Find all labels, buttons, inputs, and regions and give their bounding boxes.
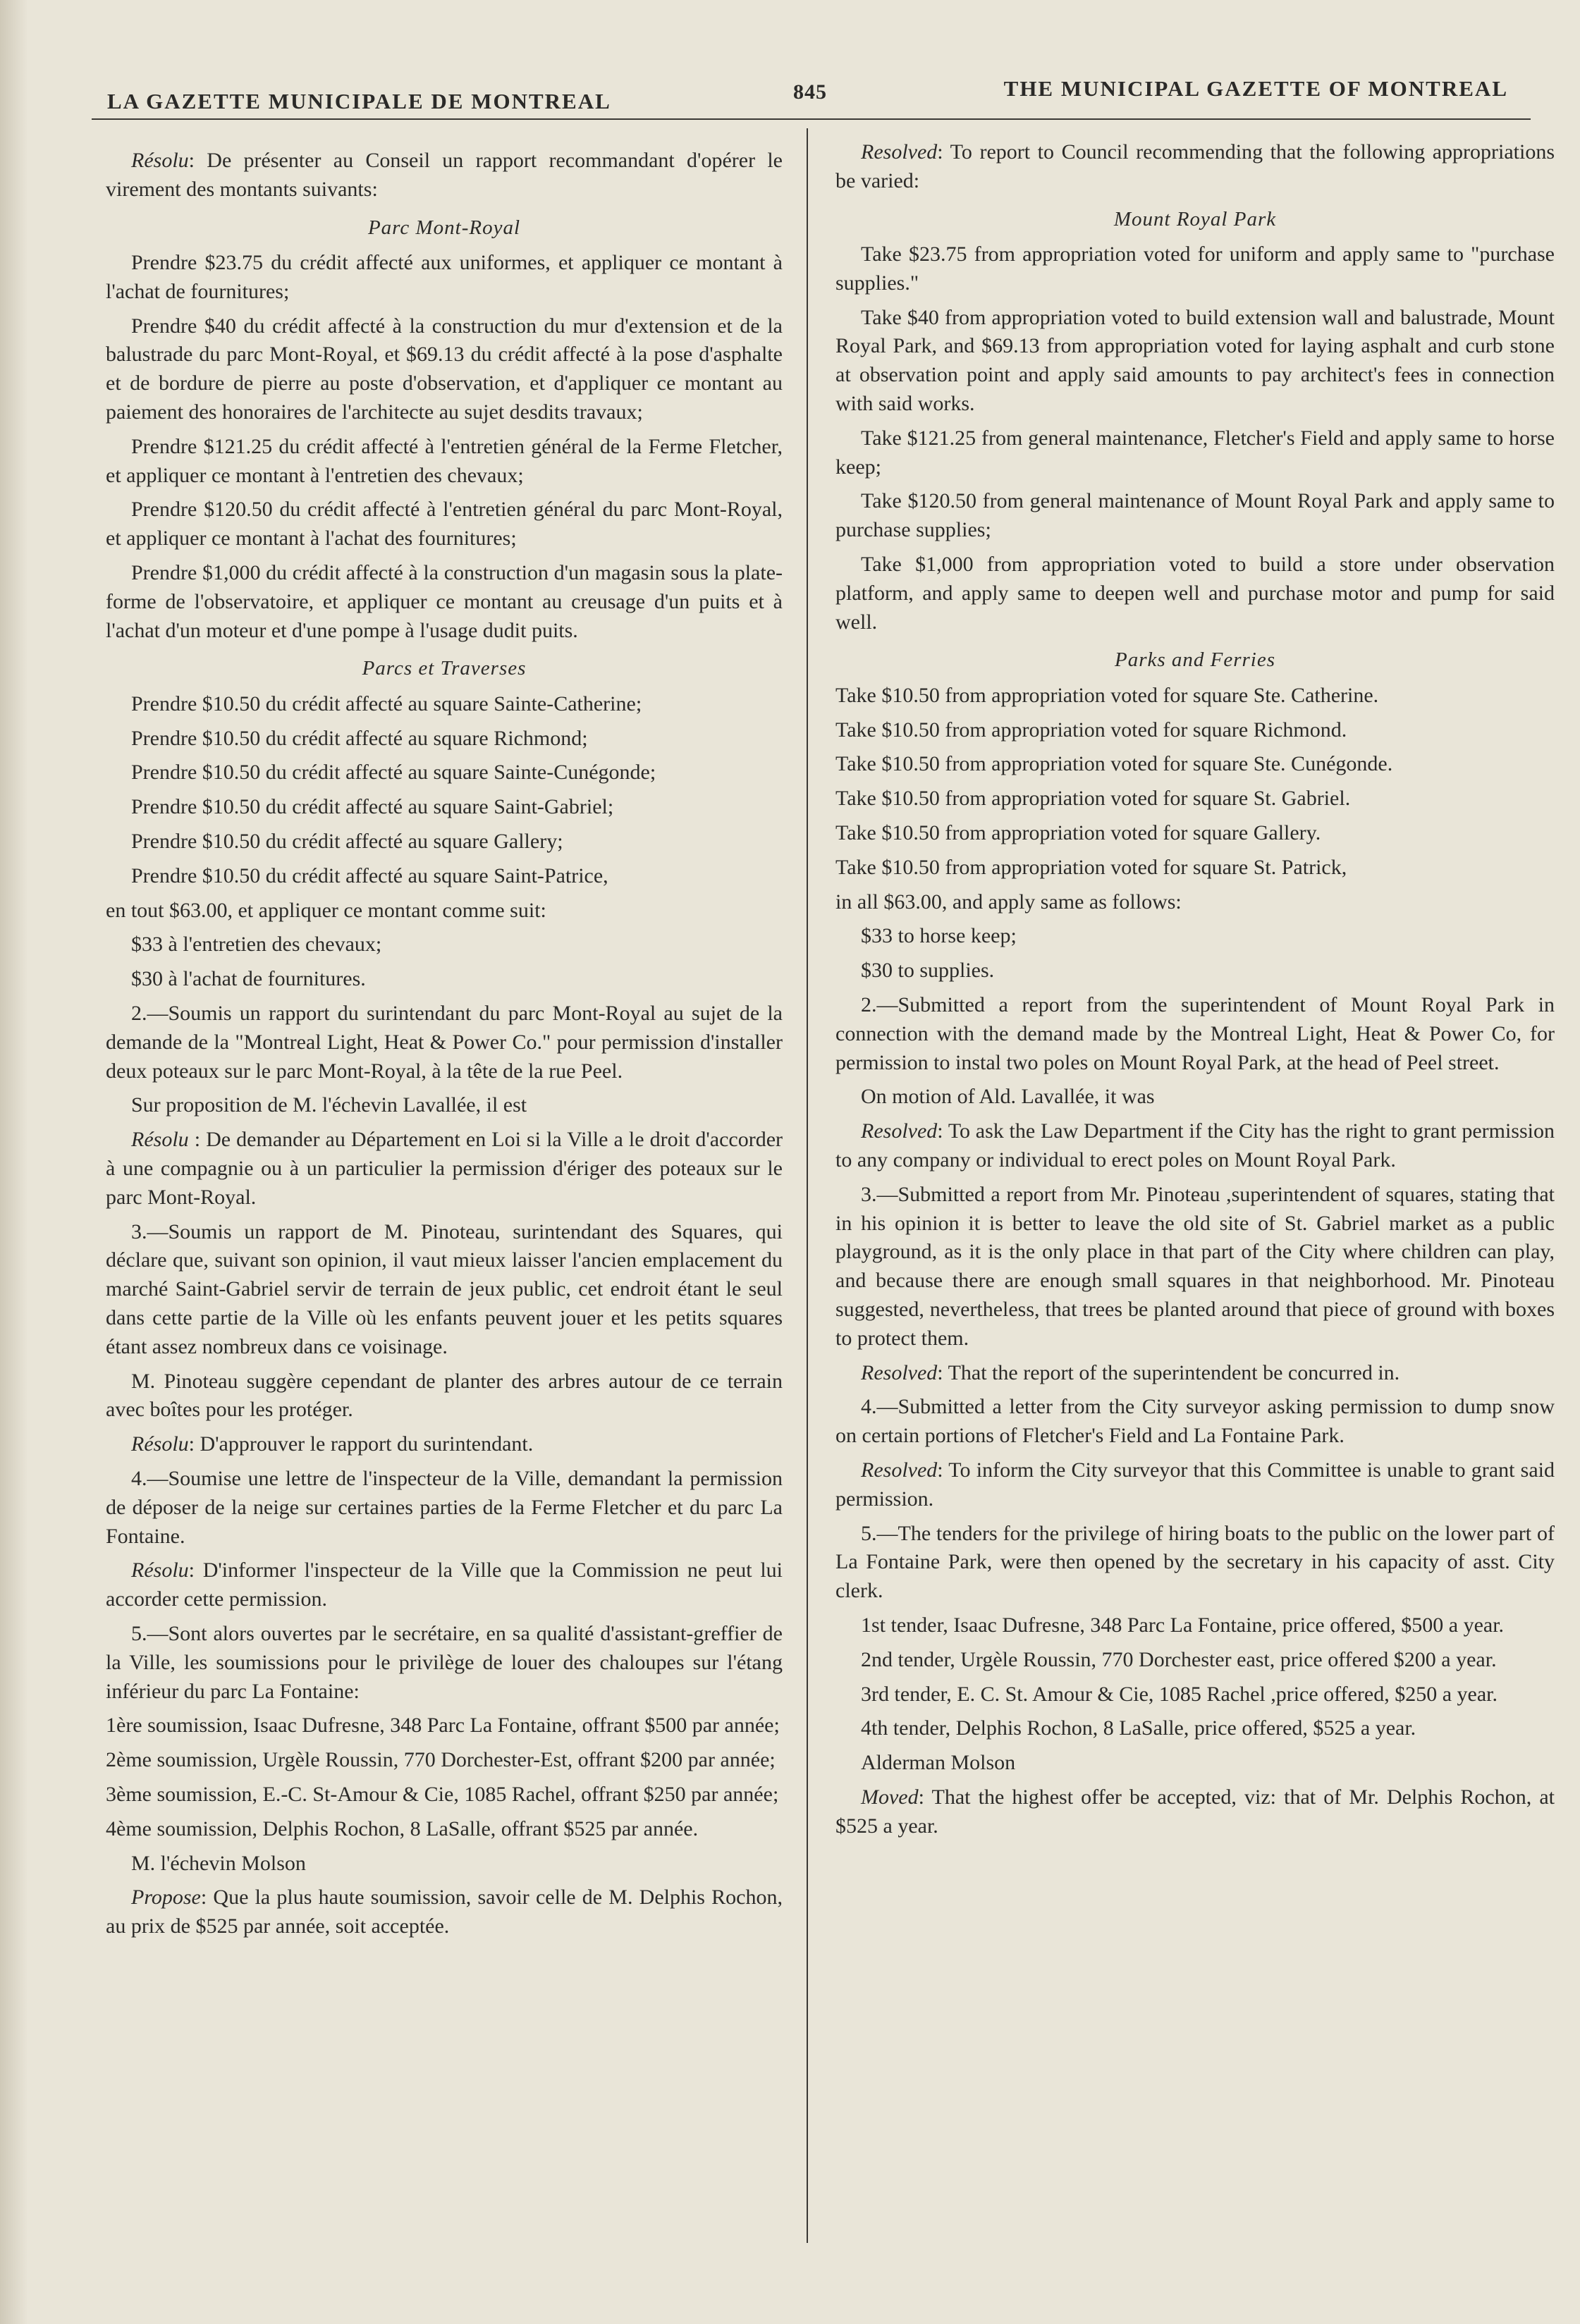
- square-line: Take $10.50 from appropriation voted for square Richmond.: [835, 718, 1347, 742]
- square-line: Take $10.50 from appropriation voted for square Gallery.: [835, 821, 1321, 845]
- square-line: Prendre $10.50 du crédit affecté au square Saint-Patrice,: [131, 863, 608, 887]
- resolution-text: : De présenter au Conseil un rapport recommandant d'opérer le virement des montants suivants:: [106, 149, 783, 201]
- resolution-label: Resolved: [861, 1119, 938, 1143]
- moved-label: Moved: [861, 1785, 919, 1809]
- paragraph: Prendre $120.50 du crédit affecté à l'entretien général du parc Mont-Royal, et appliquer ce montant à l'achat des fournitures;: [106, 498, 783, 551]
- tender-line: 1ère soumission, Isaac Dufresne, 348 Parc La Fontaine, offrant $500 par année;: [106, 1714, 780, 1738]
- tender-line: 2ème soumission, Urgèle Roussin, 770 Dorchester-Est, offrant $200 par année;: [106, 1748, 776, 1772]
- intro-resolution: [106, 147, 783, 204]
- resolution-text: : That the report of the superintendent be concurred in.: [937, 1360, 1400, 1384]
- paragraph: Take $40 from appropriation voted to build extension wall and balustrade, Mount Royal Park, and $69.13 from appropriation voted for laying asphalt and curb stone at observation point and apply said amounts to pay architect's fees in connection with said works.: [835, 305, 1555, 416]
- section-title-parks: Parks and Ferries: [1114, 648, 1276, 672]
- page-number: 845: [793, 80, 827, 104]
- allocation-line: $30 to supplies.: [861, 959, 995, 983]
- square-line: Prendre $10.50 du crédit affecté au square Sainte-Catherine;: [131, 691, 642, 715]
- paragraph: Prendre $121.25 du crédit affecté à l'entretien général de la Ferme Fletcher, et appliquer ce montant à l'entretien des chevaux;: [106, 434, 783, 487]
- resolution-text: : To report to Council recommending that the following appropriations be varied:: [835, 140, 1555, 192]
- paragraph: Prendre $40 du crédit affecté à la construction du mur d'extension et de la balustrade du parc Mont-Royal, et $69.13 du crédit affecté à la pose d'asphalte et de bordure de pierre au poste d'observation, et d'appliquer ce montant au paiement des honoraires de l'architecte au sujet desdits travaux;: [106, 314, 783, 424]
- square-line: Prendre $10.50 du crédit affecté au square Sainte-Cunégonde;: [131, 761, 656, 785]
- item-3-suggestion: M. Pinoteau suggère cependant de planter des arbres autour de ce terrain avec boîtes pour les protéger.: [106, 1369, 783, 1422]
- resolution-3: [106, 1430, 783, 1459]
- intro-resolution: [835, 138, 1555, 196]
- item-2: 2.—Soumis un rapport du surintendant du parc Mont-Royal au sujet de la demande de la "Montreal Light, Heat & Power Co." pour permission d'installer deux poteaux sur le parc Mont-Royal, à la tête de la rue Peel.: [106, 1002, 783, 1083]
- tender-line: 1st tender, Isaac Dufresne, 348 Parc La Fontaine, price offered, $500 a year.: [861, 1613, 1505, 1637]
- paragraph: Take $120.50 from general maintenance of Mount Royal Park and apply same to purchase supplies;: [835, 489, 1555, 542]
- square-line: Take $10.50 from appropriation voted for square Ste. Catherine.: [835, 683, 1379, 707]
- total-line: in all $63.00, and apply same as follows:: [835, 890, 1182, 914]
- section-title-mount-royal: Mount Royal Park: [1113, 207, 1277, 230]
- square-line: Prendre $10.50 du crédit affecté au square Saint-Gabriel;: [131, 795, 614, 819]
- resolution-label: Resolved: [861, 140, 938, 164]
- paragraph: Prendre $23.75 du crédit affecté aux uniformes, et appliquer ce montant à l'achat de fournitures;: [106, 251, 783, 303]
- tender-line: 2nd tender, Urgèle Roussin, 770 Dorchester east, price offered $200 a year.: [861, 1647, 1497, 1671]
- motion-line: On motion of Ald. Lavallée, it was: [861, 1085, 1155, 1109]
- resolution-text: : To ask the Law Department if the City has the right to grant permission to any company or individual to erect poles on Mount Royal Park.: [835, 1119, 1555, 1172]
- page-edge-shadow: [0, 0, 28, 2324]
- resolution-label: Résolu: [131, 1558, 189, 1582]
- proposal-label: Propose: [131, 1886, 201, 1910]
- motion-moved: [835, 1783, 1555, 1841]
- column-divider: [807, 128, 808, 2243]
- resolution-label: Résolu: [131, 149, 189, 172]
- mover-line: Alderman Molson: [861, 1751, 1016, 1775]
- resolution-text: : De demander au Département en Loi si la Ville a le droit d'accorder à une compagnie ou à un particulier la permission d'ériger des poteaux sur le parc Mont-Royal.: [106, 1128, 783, 1209]
- moved-text: : That the highest offer be accepted, viz: that of Mr. Delphis Rochon, at $525 a year.: [835, 1785, 1555, 1838]
- square-line: Take $10.50 from appropriation voted for square St. Gabriel.: [835, 787, 1351, 811]
- paragraph: Take $23.75 from appropriation voted for uniform and apply same to "purchase supplies.": [835, 242, 1555, 295]
- resolution-text: : To inform the City surveyor that this Committee is unable to grant said permission.: [835, 1458, 1555, 1511]
- header-rule: [92, 118, 1531, 120]
- item-4: 4.—Soumise une lettre de l'inspecteur de la Ville, demandant la permission de déposer de la neige sur certaines parties de la Ferme Fletcher et du parc La Fontaine.: [106, 1466, 783, 1548]
- tender-line: 4ème soumission, Delphis Rochon, 8 LaSalle, offrant $525 par année.: [106, 1816, 699, 1840]
- resolution-text: : D'informer l'inspecteur de la Ville que la Commission ne peut lui accorder cette permission.: [106, 1558, 783, 1611]
- paragraph: Prendre $1,000 du crédit affecté à la construction d'un magasin sous la plate-forme de l'observatoire, et appliquer ce montant au creusage d'un puits et à l'achat d'un moteur et d'une pompe à l'usage dudit puits.: [106, 561, 783, 642]
- page-header: [106, 69, 1515, 125]
- item-3: 3.—Soumis un rapport de M. Pinoteau, surintendant des Squares, qui déclare que, suivant son opinion, il vaut mieux laisser l'ancien emplacement du marché Saint-Gabriel servir de terrain de jeux public, cet endroit étant le seul dans cette partie de la Ville où les enfants peuvent jouer et les petits squares étant assez nombreux dans ce voisinage.: [106, 1219, 783, 1358]
- tender-line: 4th tender, Delphis Rochon, 8 LaSalle, price offered, $525 a year.: [861, 1716, 1416, 1740]
- resolution-4: [106, 1556, 783, 1614]
- tender-line: 3ème soumission, E.-C. St-Amour & Cie, 1085 Rachel, offrant $250 par année;: [106, 1782, 779, 1806]
- section-title-mont-royal: Parc Mont-Royal: [367, 216, 521, 239]
- resolution-2: [835, 1117, 1555, 1175]
- total-line: en tout $63.00, et appliquer ce montant comme suit:: [106, 898, 546, 922]
- allocation-line: $30 à l'achat de fournitures.: [131, 967, 366, 991]
- resolution-label: Résolu: [131, 1432, 189, 1456]
- french-column: [106, 147, 783, 1947]
- header-right-title: THE MUNICIPAL GAZETTE OF MONTREAL: [1003, 76, 1508, 101]
- resolution-text: : D'approuver le rapport du surintendant.: [188, 1432, 534, 1456]
- square-line: Take $10.50 from appropriation voted for square Ste. Cunégonde.: [835, 752, 1393, 776]
- resolution-2: [106, 1126, 783, 1212]
- square-line: Prendre $10.50 du crédit affecté au square Gallery;: [131, 830, 563, 854]
- item-4: 4.—Submitted a letter from the City surveyor asking permission to dump snow on certain portions of Fletcher's Field and La Fontaine Park.: [835, 1395, 1555, 1448]
- resolution-4: [835, 1456, 1555, 1514]
- item-2: 2.—Submitted a report from the superintendent of Mount Royal Park in connection with the demand made by the Montreal Light, Heat & Power Co, for permission to instal two poles on Mount Royal Park, at the head of Peel street.: [835, 993, 1555, 1074]
- square-line: Prendre $10.50 du crédit affecté au square Richmond;: [131, 726, 588, 750]
- allocation-line: $33 à l'entretien des chevaux;: [131, 933, 382, 957]
- mover-line: M. l'échevin Molson: [131, 1851, 306, 1875]
- square-line: Take $10.50 from appropriation voted for square St. Patrick,: [835, 855, 1347, 879]
- resolution-label: Resolved: [861, 1360, 938, 1384]
- item-5: 5.—Sont alors ouvertes par le secrétaire, en sa qualité d'assistant-greffier de la Ville, les soumissions pour le privilège de louer des chaloupes sur l'étang inférieur du parc La Fontaine:: [106, 1621, 783, 1703]
- section-title-parcs: Parcs et Traverses: [362, 657, 527, 680]
- motion-line: Sur proposition de M. l'échevin Lavallée, il est: [131, 1093, 527, 1117]
- resolution-3: [835, 1359, 1555, 1388]
- paragraph: Take $121.25 from general maintenance, Fletcher's Field and apply same to horse keep;: [835, 426, 1555, 479]
- proposal-text: : Que la plus haute soumission, savoir celle de M. Delphis Rochon, au prix de $525 par année, soit acceptée.: [106, 1886, 783, 1938]
- resolution-label: Résolu: [131, 1128, 189, 1152]
- english-column: [835, 138, 1555, 1847]
- resolution-label: Resolved: [861, 1458, 938, 1482]
- paragraph: Take $1,000 from appropriation voted to build a store under observation platform, and apply same to deepen well and purchase motor and pump for said well.: [835, 553, 1555, 634]
- header-left-title: LA GAZETTE MUNICIPALE DE MONTREAL: [107, 89, 611, 113]
- item-5: 5.—The tenders for the privilege of hiring boats to the public on the lower part of La Fontaine Park, were then opened by the secretary in his capacity of asst. City clerk.: [835, 1521, 1555, 1603]
- proposal: [106, 1883, 783, 1941]
- item-3: 3.—Submitted a report from Mr. Pinoteau ,superintendent of squares, stating that in his opinion it is better to leave the old site of St. Gabriel market as a public playground, as it is the only place in that part of the City where children can play, and because there are enough small squares in that neighborhood. Mr. Pinoteau suggested, nevertheless, that trees be planted around that piece of ground with boxes to protect them.: [835, 1182, 1555, 1350]
- tender-line: 3rd tender, E. C. St. Amour & Cie, 1085 Rachel ,price offered, $250 a year.: [861, 1682, 1498, 1706]
- allocation-line: $33 to horse keep;: [861, 924, 1017, 948]
